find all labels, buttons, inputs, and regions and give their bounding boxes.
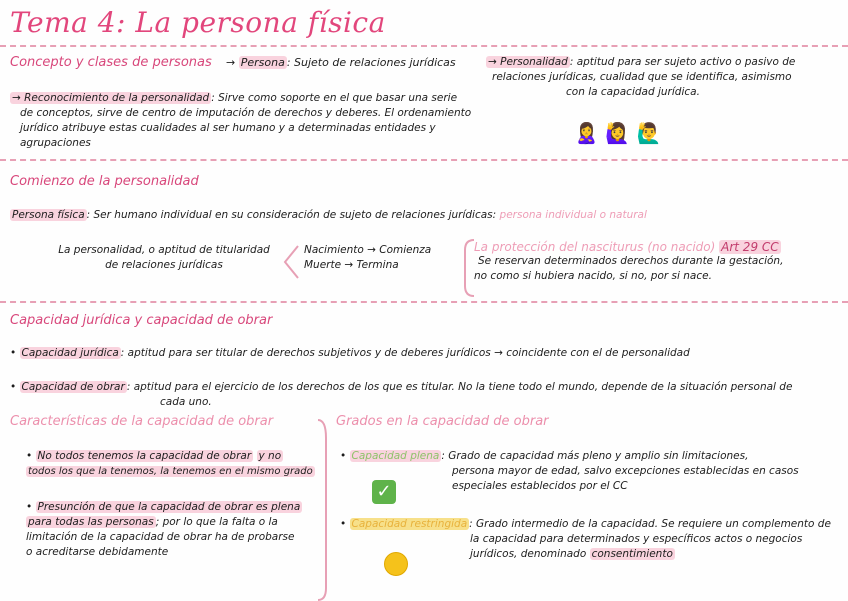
capacidad-juridica-line: • Capacidad jurídica : aptitud para ser titular de derechos subjetivos y de deberes jurídicos → coincidente con el de personalidad	[10, 347, 690, 359]
capacidad-plena-text-2: persona mayor de edad, salvo excepciones establecidas en casos	[452, 465, 799, 477]
capacidad-restringida-text-1: : Grado intermedio de la capacidad. Se requiere un complemento de	[469, 518, 831, 530]
nacimiento-muerte	[304, 243, 431, 273]
nasciturus-text-2: no como si hubiera nacido, si no, por si nace.	[474, 270, 712, 282]
bracket-icon	[314, 418, 330, 601]
capacidad-obrar-block: • Capacidad de obrar : aptitud para el ejercicio de los derechos de los que es titular. No la tiene todo el mundo, depende de la situación personal de cada uno.	[10, 380, 840, 410]
capacidad-obrar-text-1: : aptitud para el ejercicio de los derechos de los que es titular. No la tiene todo el mundo, depende de la situación personal de	[126, 381, 793, 393]
divider	[0, 301, 848, 303]
caracteristica-1b: y no	[258, 450, 282, 462]
nacimiento: Nacimiento → Comienza	[304, 244, 432, 256]
reconocimiento-text-2: de conceptos, sirve de centro de imputación de derechos y deberes. El ordenamiento	[20, 107, 472, 119]
people-emojis	[574, 122, 661, 144]
capacidad-restringida-text-3: jurídicos, denominado	[470, 548, 587, 560]
persona-line	[226, 55, 456, 71]
consentimiento-highlight: consentimiento	[591, 548, 673, 560]
divider	[0, 159, 848, 161]
nasciturus-heading: La protección del nasciturus (no nacido)	[474, 240, 716, 254]
nasciturus-article: Art 29 CC	[721, 240, 779, 254]
yellow-circle-icon	[384, 552, 408, 580]
personalidad-block	[486, 55, 836, 100]
person-pouting-icon: 🙎‍♀️	[574, 121, 599, 145]
page-title: Tema 4: La persona física	[10, 6, 386, 39]
caracteristica-2c: ; por lo que la falta o la	[155, 516, 278, 528]
personalidad-def-1: La personalidad, o aptitud de titularidad	[58, 244, 270, 256]
caracteristica-1c: todos los que la tenemos, la tenemos en el mismo grado	[28, 466, 313, 477]
capacidad-restringida-block: • Capacidad restringida : Grado intermedio de la capacidad. Se requiere un complemento de la capacidad para determinados y específicos actos o negocios jurídicos, denominado consentimiento	[340, 517, 840, 562]
capacidad-plena-text-3: especiales establecidos por el CC	[452, 480, 628, 492]
caracteristica-1a: No todos tenemos la capacidad de obrar	[37, 450, 252, 462]
caracteristica-2: • Presunción de que la capacidad de obrar es plena para todas las personas ; por lo que la falta o la limitación de la capacidad de obrar ha de probarse o acreditarse debidamente	[26, 500, 326, 560]
capacidad-juridica-text: : aptitud para ser titular de derechos subjetivos y de deberes jurídicos → coincidente con el de personalidad	[120, 347, 690, 359]
section-heading-comienzo: Comienzo de la personalidad	[10, 174, 199, 189]
persona-fisica-line	[10, 208, 840, 223]
grados-heading: Grados en la capacidad de obrar	[336, 414, 549, 429]
caracteristica-1: • No todos tenemos la capacidad de obrar y no todos los que la tenemos, la tenemos en el mismo grado	[26, 450, 313, 477]
caracteristica-2e: o acreditarse debidamente	[26, 546, 169, 558]
capacidad-plena-text-1: : Grado de capacidad más pleno y amplio sin limitaciones,	[441, 450, 749, 462]
personalidad-def-2: de relaciones jurídicas	[105, 259, 223, 271]
personalidad-text-3: con la capacidad jurídica.	[566, 86, 700, 98]
check-icon: ✓	[372, 480, 396, 504]
caracteristicas-heading: Características de la capacidad de obrar	[10, 414, 274, 429]
nasciturus-text-1: Se reservan determinados derechos durante la gestación,	[478, 255, 784, 267]
reconocimiento-text-1: : Sirve como soporte en el que basar una serie	[211, 92, 458, 104]
caracteristica-2d: limitación de la capacidad de obrar ha de probarse	[26, 531, 295, 543]
capacidad-obrar-label: Capacidad de obrar	[21, 381, 125, 393]
section-heading-concepto: Concepto y clases de personas	[10, 55, 212, 70]
divider	[0, 45, 848, 47]
capacidad-obrar-text-2: cada uno.	[160, 396, 212, 408]
reconocimiento-label: → Reconocimiento de la personalidad	[12, 92, 210, 104]
capacidad-plena-label: Capacidad plena	[351, 450, 440, 462]
personalidad-def	[44, 243, 284, 273]
capacidad-plena-block: • Capacidad plena : Grado de capacidad más pleno y amplio sin limitaciones, persona mayor de edad, salvo excepciones establecidas en casos especiales establecidos por el CC	[340, 449, 840, 494]
nasciturus-block	[474, 240, 844, 284]
person-raising-hand-icon: 🙋‍♀️	[605, 121, 631, 145]
personalidad-text-2: relaciones jurídicas, cualidad que se identifica, asimismo	[492, 71, 792, 83]
arrow: →	[226, 56, 236, 69]
reconocimiento-text-3: jurídico atribuye estas cualidades al ser humano y a determinadas entidades y agrupaciones	[20, 122, 436, 149]
persona-text: : Sujeto de relaciones jurídicas	[286, 56, 456, 69]
reconocimiento-block	[10, 91, 500, 151]
persona-fisica-label: Persona física	[12, 209, 85, 221]
persona-fisica-text: : Ser humano individual en su consideración de sujeto de relaciones jurídicas:	[86, 209, 497, 221]
capacidad-restringida-text-2: la capacidad para determinados y específicos actos o negocios	[470, 533, 803, 545]
capacidad-juridica-label: Capacidad jurídica	[21, 347, 119, 359]
caracteristica-2a: Presunción de que la capacidad de obrar es plena	[37, 501, 301, 513]
chevron-bracket-icon	[282, 244, 302, 280]
personalidad-text-1: : aptitud para ser sujeto activo o pasivo de	[569, 56, 796, 68]
muerte: Muerte → Termina	[304, 259, 399, 271]
capacidad-restringida-label: Capacidad restringida	[351, 518, 468, 530]
persona-label: Persona	[240, 56, 285, 69]
persona-fisica-tail: persona individual o natural	[499, 209, 647, 221]
section-heading-capacidad: Capacidad jurídica y capacidad de obrar	[10, 313, 273, 328]
personalidad-label: → Personalidad	[488, 56, 568, 68]
caracteristica-2b: para todas las personas	[28, 516, 154, 528]
man-raising-hand-icon: 🙋‍♂️	[636, 121, 662, 145]
